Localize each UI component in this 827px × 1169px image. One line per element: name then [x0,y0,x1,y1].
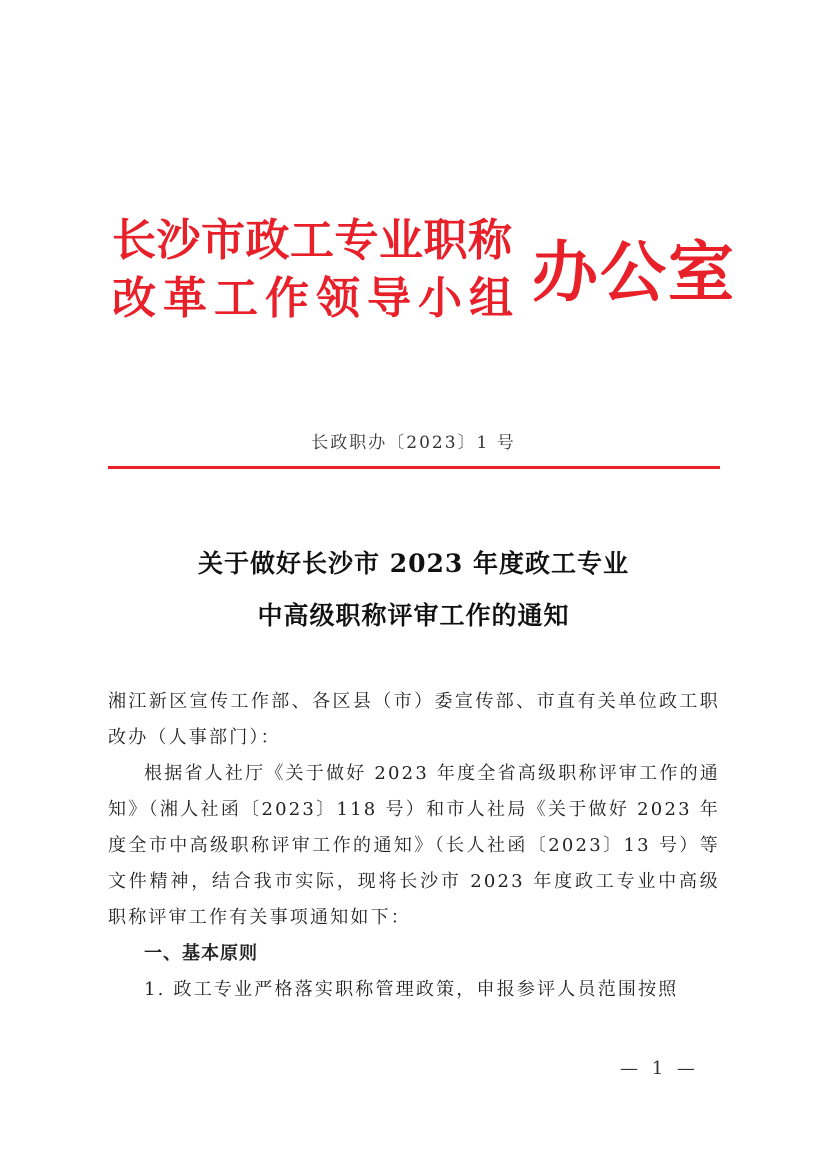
body-paragraph: 根据省人社厅《关于做好 2023 年度全省高级职称评审工作的通知》（湘人社函〔2023〕118 号）和市人社局《关于做好 2023 年度全市中高级职称评审工作的通知》（长人社函〔2023〕13 号）等文件精神，结合我市实际，现将长沙市 2023 年度政工专业中高级职称评审工作有关事项通知如下： [108,763,720,928]
header-line-2: 改革工作领导小组 [112,273,520,324]
section-heading: 一、基本原则 [144,943,258,964]
header-issuer [112,212,520,328]
addressee: 湘江新区宣传工作部、各区县（市）委宣传部、市直有关单位政工职改办（人事部门）： [108,691,720,748]
header-line-1: 长沙市政工专业职称 [112,215,513,266]
red-divider-line [108,466,720,469]
page-number: — 1 — [620,1058,699,1079]
list-item: 1. 政工专业严格落实职称管理政策，申报参评人员范围按照 [144,979,679,1000]
document-number: 长政职办〔2023〕1 号 [311,433,516,453]
header-office: 办公室 [532,233,736,311]
document-title [0,538,827,642]
red-header [112,212,736,342]
title-line-2: 中高级职称评审工作的通知 [257,601,570,630]
document-body [108,684,720,1008]
title-line-1: 关于做好长沙市 2023 年度政工专业 [198,549,629,578]
